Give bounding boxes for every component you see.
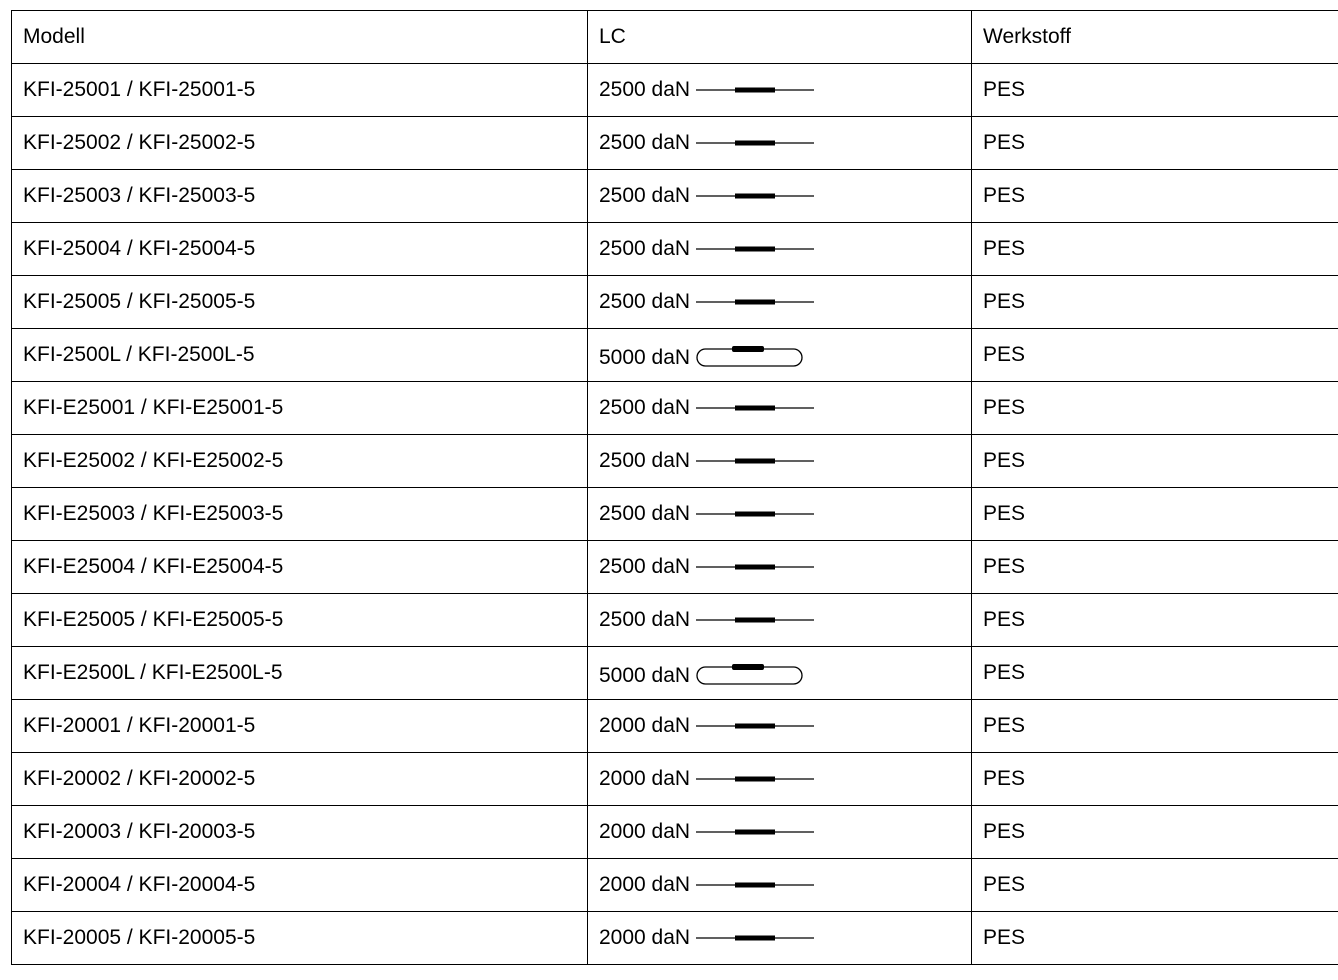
cell-lc	[588, 117, 972, 170]
cell-lc	[588, 170, 972, 223]
cell-lc	[588, 753, 972, 806]
straight-sling-icon	[696, 878, 814, 892]
straight-sling-icon	[696, 613, 814, 627]
lc-value-group	[599, 237, 814, 261]
straight-sling-icon	[696, 189, 814, 203]
cell-lc	[588, 488, 972, 541]
cell-lc	[588, 647, 972, 700]
lc-value: 2500 daN	[599, 290, 691, 313]
cell-werkstoff: PES	[972, 647, 1338, 700]
cell-modell: KFI-E2500L / KFI-E2500L-5	[12, 647, 588, 700]
cell-lc	[588, 276, 972, 329]
straight-sling-icon	[696, 931, 814, 945]
lc-value: 2000 daN	[599, 926, 691, 949]
table-row	[12, 859, 1338, 912]
lc-value: 2000 daN	[599, 820, 691, 843]
table-row	[12, 541, 1338, 594]
cell-modell: KFI-20001 / KFI-20001-5	[12, 700, 588, 753]
loop-sling-icon	[696, 658, 804, 688]
cell-modell: KFI-E25003 / KFI-E25003-5	[12, 488, 588, 541]
cell-modell: KFI-20005 / KFI-20005-5	[12, 912, 588, 965]
cell-werkstoff: PES	[972, 541, 1338, 594]
lc-value-group	[599, 820, 814, 844]
straight-sling-icon	[696, 401, 814, 415]
table-row	[12, 223, 1338, 276]
lc-value-group	[599, 396, 814, 420]
lc-value: 2000 daN	[599, 873, 691, 896]
table-row	[12, 488, 1338, 541]
straight-sling-icon	[696, 295, 814, 309]
cell-lc	[588, 806, 972, 859]
cell-lc	[588, 700, 972, 753]
table-row	[12, 435, 1338, 488]
cell-werkstoff: PES	[972, 594, 1338, 647]
cell-modell: KFI-E25005 / KFI-E25005-5	[12, 594, 588, 647]
cell-werkstoff: PES	[972, 912, 1338, 965]
lc-value: 2500 daN	[599, 449, 691, 472]
cell-lc	[588, 382, 972, 435]
table-row	[12, 700, 1338, 753]
cell-modell: KFI-E25001 / KFI-E25001-5	[12, 382, 588, 435]
loop-sling-icon	[696, 340, 804, 370]
cell-modell: KFI-25002 / KFI-25002-5	[12, 117, 588, 170]
cell-modell: KFI-E25004 / KFI-E25004-5	[12, 541, 588, 594]
lc-value-group	[599, 290, 814, 314]
straight-sling-icon	[696, 83, 814, 97]
lc-value-group	[599, 767, 814, 791]
product-spec-table	[11, 10, 1338, 965]
cell-werkstoff: PES	[972, 859, 1338, 912]
lc-value: 2500 daN	[599, 396, 691, 419]
cell-werkstoff: PES	[972, 753, 1338, 806]
lc-value-group	[599, 184, 814, 208]
lc-value: 2500 daN	[599, 78, 691, 101]
cell-modell: KFI-25003 / KFI-25003-5	[12, 170, 588, 223]
cell-modell: KFI-25005 / KFI-25005-5	[12, 276, 588, 329]
column-header-lc: LC	[588, 11, 972, 64]
cell-werkstoff: PES	[972, 223, 1338, 276]
cell-lc	[588, 435, 972, 488]
straight-sling-icon	[696, 454, 814, 468]
lc-value-group	[599, 502, 814, 526]
lc-value: 2500 daN	[599, 608, 691, 631]
straight-sling-icon	[696, 507, 814, 521]
straight-sling-icon	[696, 242, 814, 256]
lc-value-group	[599, 926, 814, 950]
cell-werkstoff: PES	[972, 117, 1338, 170]
cell-werkstoff: PES	[972, 64, 1338, 117]
table-body	[12, 64, 1338, 965]
lc-value-group	[599, 608, 814, 632]
table-row	[12, 382, 1338, 435]
cell-modell: KFI-E25002 / KFI-E25002-5	[12, 435, 588, 488]
cell-modell: KFI-20003 / KFI-20003-5	[12, 806, 588, 859]
straight-sling-icon	[696, 825, 814, 839]
table-row	[12, 64, 1338, 117]
cell-lc	[588, 541, 972, 594]
cell-werkstoff: PES	[972, 276, 1338, 329]
cell-lc	[588, 64, 972, 117]
lc-value-group	[599, 658, 804, 688]
straight-sling-icon	[696, 136, 814, 150]
table-row	[12, 647, 1338, 700]
lc-value: 2500 daN	[599, 184, 691, 207]
cell-lc	[588, 223, 972, 276]
table-row	[12, 594, 1338, 647]
table-row	[12, 170, 1338, 223]
cell-werkstoff: PES	[972, 170, 1338, 223]
table-row	[12, 329, 1338, 382]
lc-value: 2500 daN	[599, 555, 691, 578]
cell-werkstoff: PES	[972, 700, 1338, 753]
table-row	[12, 806, 1338, 859]
table-row	[12, 753, 1338, 806]
straight-sling-icon	[696, 719, 814, 733]
table-row	[12, 117, 1338, 170]
cell-lc	[588, 859, 972, 912]
cell-werkstoff: PES	[972, 382, 1338, 435]
straight-sling-icon	[696, 772, 814, 786]
cell-werkstoff: PES	[972, 329, 1338, 382]
lc-value: 5000 daN	[599, 346, 691, 369]
cell-modell: KFI-20002 / KFI-20002-5	[12, 753, 588, 806]
lc-value-group	[599, 78, 814, 102]
lc-value: 2500 daN	[599, 502, 691, 525]
cell-modell: KFI-2500L / KFI-2500L-5	[12, 329, 588, 382]
lc-value-group	[599, 449, 814, 473]
cell-lc	[588, 912, 972, 965]
table-header-row	[12, 11, 1338, 64]
lc-value-group	[599, 340, 804, 370]
lc-value-group	[599, 555, 814, 579]
cell-lc	[588, 594, 972, 647]
cell-modell: KFI-25004 / KFI-25004-5	[12, 223, 588, 276]
lc-value-group	[599, 714, 814, 738]
lc-value-group	[599, 131, 814, 155]
lc-value-group	[599, 873, 814, 897]
lc-value: 2000 daN	[599, 767, 691, 790]
column-header-modell: Modell	[12, 11, 588, 64]
cell-modell: KFI-25001 / KFI-25001-5	[12, 64, 588, 117]
lc-value: 2500 daN	[599, 131, 691, 154]
table-row	[12, 912, 1338, 965]
cell-werkstoff: PES	[972, 488, 1338, 541]
lc-value: 5000 daN	[599, 664, 691, 687]
cell-lc	[588, 329, 972, 382]
column-header-werkstoff: Werkstoff	[972, 11, 1338, 64]
cell-modell: KFI-20004 / KFI-20004-5	[12, 859, 588, 912]
straight-sling-icon	[696, 560, 814, 574]
lc-value: 2000 daN	[599, 714, 691, 737]
cell-werkstoff: PES	[972, 806, 1338, 859]
table-row	[12, 276, 1338, 329]
lc-value: 2500 daN	[599, 237, 691, 260]
cell-werkstoff: PES	[972, 435, 1338, 488]
